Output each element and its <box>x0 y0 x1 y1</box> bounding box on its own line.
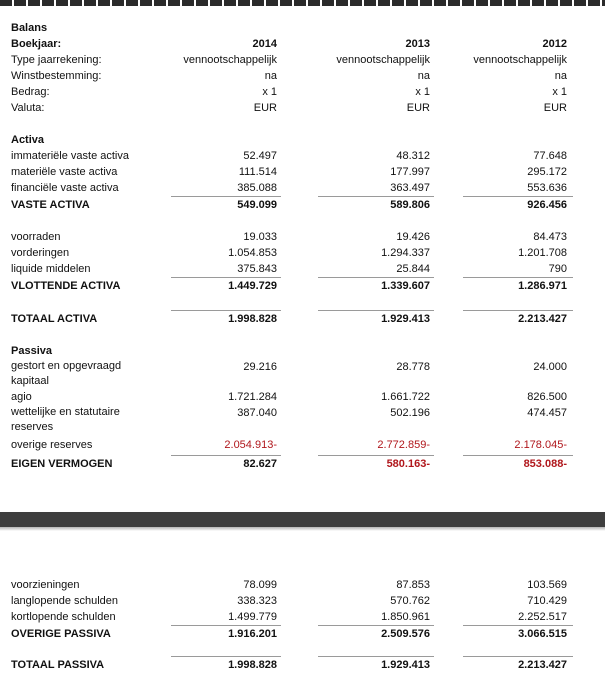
value-2013: 1.929.413 <box>381 659 430 671</box>
value-2013: 1.294.337 <box>381 247 430 259</box>
value-2013: x 1 <box>415 86 430 98</box>
row-label: OVERIGE PASSIVA <box>11 628 111 640</box>
value-2014: 29.216 <box>243 361 277 373</box>
value-2012: 553.636 <box>527 182 567 194</box>
totaal-passiva-row <box>0 657 605 673</box>
value-2014: 338.323 <box>237 595 277 607</box>
langlopende-row <box>0 593 605 609</box>
value-2012: vennootschappelijk <box>473 54 567 66</box>
value-2014: 1.721.284 <box>228 391 277 403</box>
value-2012: 1.201.708 <box>518 247 567 259</box>
value-2012: 295.172 <box>527 166 567 178</box>
liquide-row <box>0 261 605 277</box>
row-label: immateriële vaste activa <box>11 150 129 162</box>
value-2012: 103.569 <box>527 579 567 591</box>
value-2014: EUR <box>253 102 277 114</box>
overige-passiva-row <box>0 626 605 642</box>
value-2012: EUR <box>543 102 567 114</box>
row-label: Bedrag: <box>11 86 50 98</box>
value-2013: 580.163- <box>386 458 430 470</box>
totaal-activa-row <box>0 311 605 327</box>
row-label: Valuta: <box>11 102 45 114</box>
value-2014: 82.627 <box>243 458 277 470</box>
value-2013: 1.661.722 <box>381 391 430 403</box>
vlottende-activa-row <box>0 278 605 294</box>
year-2012: 2012 <box>542 38 567 50</box>
value-2013: 19.426 <box>396 231 430 243</box>
year-2014: 2014 <box>252 38 277 50</box>
row-label: langlopende schulden <box>11 595 119 607</box>
value-2012: 77.648 <box>533 150 567 162</box>
row-label: EIGEN VERMOGEN <box>11 458 113 470</box>
value-2013: EUR <box>406 102 430 114</box>
row-label: wettelijke en statutaire reserves <box>11 406 120 433</box>
value-2014: 549.099 <box>237 199 277 211</box>
wettelijke-row <box>0 405 605 435</box>
value-2012: 3.066.515 <box>518 628 567 640</box>
row-label: agio <box>11 391 32 403</box>
row-label: vorderingen <box>11 247 70 259</box>
row-label: overige reserves <box>11 439 93 451</box>
value-2012: 710.429 <box>527 595 567 607</box>
row-label: voorraden <box>11 231 61 243</box>
row-label: kortlopende schulden <box>11 611 116 623</box>
value-2012: 790 <box>548 263 567 275</box>
row-label: TOTAAL ACTIVA <box>11 313 98 325</box>
value-2012: 84.473 <box>533 231 567 243</box>
value-2014: 111.514 <box>238 166 277 178</box>
immateriele-row <box>0 148 605 164</box>
value-2012: 24.000 <box>533 361 567 373</box>
passiva-title: Passiva <box>11 345 52 357</box>
value-2013: 87.853 <box>396 579 430 591</box>
balans-title-row <box>0 20 605 36</box>
value-2013: 48.312 <box>396 150 430 162</box>
value-2012: 2.252.517 <box>518 611 567 623</box>
row-label: Winstbestemming: <box>11 70 102 82</box>
value-2014: 387.040 <box>237 407 277 419</box>
value-2012: x 1 <box>552 86 567 98</box>
row-label: voorzieningen <box>11 579 80 591</box>
value-2014: 1.916.201 <box>228 628 277 640</box>
activa-title: Activa <box>11 134 45 146</box>
value-2012: 926.456 <box>527 199 567 211</box>
financiele-row <box>0 180 605 196</box>
row-label: liquide middelen <box>11 263 91 275</box>
divider-shadow <box>0 527 605 531</box>
value-2012: 1.286.971 <box>518 280 567 292</box>
value-2013: 589.806 <box>390 199 430 211</box>
voorraden-row <box>0 229 605 245</box>
value-2013: 570.762 <box>390 595 430 607</box>
row-label: gestort en opgevraagd kapitaal <box>11 360 122 387</box>
row-label: financiële vaste activa <box>11 182 119 194</box>
row-label: materiële vaste activa <box>11 166 118 178</box>
agio-row <box>0 389 605 405</box>
vaste-activa-row <box>0 197 605 213</box>
value-2013: 502.196 <box>390 407 430 419</box>
value-2013: 1.929.413 <box>381 313 430 325</box>
overige-reserves-row <box>0 437 605 453</box>
value-2014: 1.998.828 <box>228 313 277 325</box>
value-2013: na <box>417 70 430 82</box>
value-2013: 1.850.961 <box>381 611 430 623</box>
value-2012: 474.457 <box>527 407 567 419</box>
gestort-row <box>0 359 605 389</box>
value-2013: 363.497 <box>390 182 430 194</box>
value-2014: x 1 <box>262 86 277 98</box>
value-2014: 1.499.779 <box>228 611 277 623</box>
value-2014: 1.449.729 <box>228 280 277 292</box>
vorderingen-row <box>0 245 605 261</box>
row-label: TOTAAL PASSIVA <box>11 659 105 671</box>
value-2014: na <box>264 70 277 82</box>
top-border <box>0 0 605 6</box>
value-2013: 2.772.859- <box>377 439 430 451</box>
value-2014: 52.497 <box>243 150 277 162</box>
value-2012: 853.088- <box>523 458 567 470</box>
balans-title: Balans <box>11 22 48 34</box>
value-2013: 28.778 <box>396 361 430 373</box>
value-2014: 385.088 <box>237 182 277 194</box>
value-2014: 375.843 <box>237 263 277 275</box>
value-2012: 2.178.045- <box>514 439 567 451</box>
value-2013: 1.339.607 <box>381 280 430 292</box>
value-2013: vennootschappelijk <box>336 54 430 66</box>
value-2012: na <box>554 70 567 82</box>
type-jaarrekening-row <box>0 52 605 68</box>
value-2012: 826.500 <box>527 391 567 403</box>
value-2013: 25.844 <box>396 263 430 275</box>
activa-title-row <box>0 132 605 148</box>
row-label: VLOTTENDE ACTIVA <box>11 280 121 292</box>
value-2014: 19.033 <box>243 231 277 243</box>
value-2014: 1.998.828 <box>228 659 277 671</box>
value-2012: 2.213.427 <box>518 313 567 325</box>
row-label: Type jaarrekening: <box>11 54 102 66</box>
section-divider <box>0 512 605 527</box>
eigen-vermogen-row <box>0 456 605 472</box>
value-2014: 1.054.853 <box>228 247 277 259</box>
value-2012: 2.213.427 <box>518 659 567 671</box>
value-2014: vennootschappelijk <box>183 54 277 66</box>
year-2013: 2013 <box>405 38 430 50</box>
boekjaar-label: Boekjaar: <box>11 38 62 50</box>
kortlopende-row <box>0 609 605 625</box>
voorzieningen-row <box>0 577 605 593</box>
value-2014: 78.099 <box>243 579 277 591</box>
value-2014: 2.054.913- <box>224 439 277 451</box>
boekjaar-row <box>0 36 605 52</box>
value-2013: 177.997 <box>390 166 430 178</box>
valuta-row <box>0 100 605 116</box>
row-label: VASTE ACTIVA <box>11 199 90 211</box>
winstbestemming-row <box>0 68 605 84</box>
value-2013: 2.509.576 <box>381 628 430 640</box>
passiva-title-row <box>0 343 605 359</box>
bedrag-row <box>0 84 605 100</box>
materiele-row <box>0 164 605 180</box>
